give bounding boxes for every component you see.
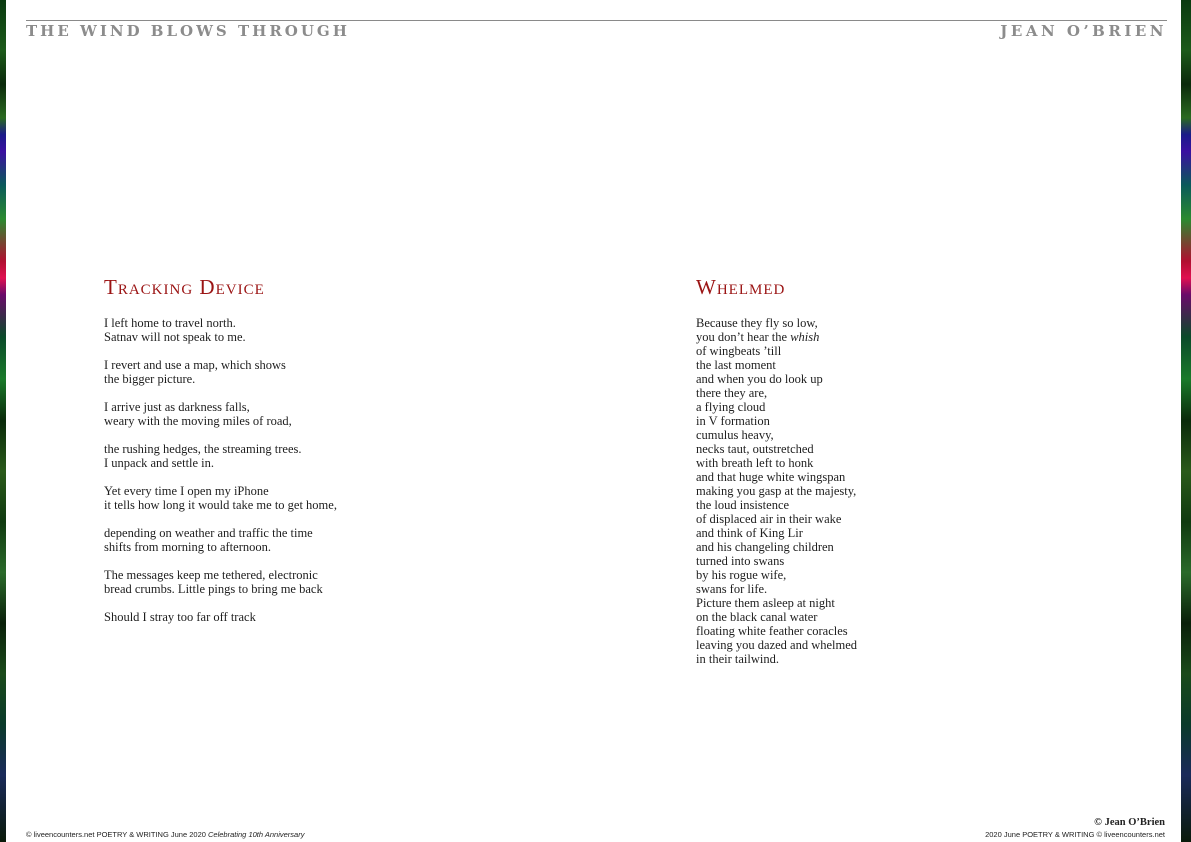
stanza bbox=[104, 526, 337, 554]
poem-line: weary with the moving miles of road, bbox=[104, 414, 292, 428]
stanza bbox=[104, 316, 337, 344]
running-head-author: JEAN O’BRIEN bbox=[1000, 22, 1167, 40]
poem-line: it tells how long it would take me to get home, bbox=[104, 498, 337, 512]
poem-line: I revert and use a map, which shows bbox=[104, 358, 286, 372]
poem-line: in V formation bbox=[696, 414, 770, 428]
footer-anniversary: Celebrating 10th Anniversary bbox=[208, 830, 305, 839]
poem-line: of displaced air in their wake bbox=[696, 512, 842, 526]
poem-line: on the black canal water bbox=[696, 610, 818, 624]
poem-whelmed bbox=[696, 274, 857, 680]
poem-line-text: you don’t hear the bbox=[696, 330, 791, 344]
poem-line: Should I stray too far off track bbox=[104, 610, 256, 624]
decorative-left-edge bbox=[0, 0, 6, 842]
poem-line: and think of King Lir bbox=[696, 526, 803, 540]
poem-line: there they are, bbox=[696, 386, 768, 400]
poem-line: and when you do look up bbox=[696, 372, 823, 386]
poem-line: and his changeling children bbox=[696, 540, 834, 554]
poem-title: Whelmed bbox=[696, 275, 786, 299]
poem-line: floating white feather coracles bbox=[696, 624, 848, 638]
poem-line: I arrive just as darkness falls, bbox=[104, 400, 250, 414]
running-head-book-title: THE WIND BLOWS THROUGH bbox=[26, 22, 350, 40]
stanza bbox=[104, 358, 337, 386]
stanza bbox=[104, 442, 337, 470]
poem-line: swans for life. bbox=[696, 582, 768, 596]
poem-line: the bigger picture. bbox=[104, 372, 196, 386]
decorative-right-edge bbox=[1181, 0, 1191, 842]
poem-line: leaving you dazed and whelmed bbox=[696, 638, 858, 652]
stanza bbox=[104, 400, 337, 428]
poem-title: Tracking Device bbox=[104, 275, 265, 299]
author-copyright: © Jean O’Brien bbox=[1094, 817, 1165, 828]
poem-line: with breath left to honk bbox=[696, 456, 814, 470]
poem-line: necks taut, outstretched bbox=[696, 442, 814, 456]
footer-publication-info bbox=[26, 830, 304, 839]
poem-line: cumulus heavy, bbox=[696, 428, 774, 442]
footer-issue-info: 2020 June POETRY & WRITING © liveencounters.net bbox=[985, 830, 1165, 839]
poem-line-italic: whish bbox=[790, 330, 820, 344]
poem-line: by his rogue wife, bbox=[696, 568, 787, 582]
poem-line: a flying cloud bbox=[696, 400, 766, 414]
footer-text: © liveencounters.net POETRY & WRITING June 2020 bbox=[26, 830, 208, 839]
poem-line bbox=[696, 330, 857, 344]
poem-line: the loud insistence bbox=[696, 498, 790, 512]
poem-line: bread crumbs. Little pings to bring me back bbox=[104, 582, 323, 596]
poem-line: making you gasp at the majesty, bbox=[696, 484, 857, 498]
poem-line: the last moment bbox=[696, 358, 776, 372]
stanza bbox=[104, 484, 337, 512]
poem-line: in their tailwind. bbox=[696, 652, 779, 666]
header-rule bbox=[26, 20, 1167, 21]
poem-line: turned into swans bbox=[696, 554, 785, 568]
poem-line: Picture them asleep at night bbox=[696, 596, 835, 610]
poem-line: depending on weather and traffic the time bbox=[104, 526, 313, 540]
poem-line: Yet every time I open my iPhone bbox=[104, 484, 269, 498]
poem-line: The messages keep me tethered, electronic bbox=[104, 568, 318, 582]
poem-line: Satnav will not speak to me. bbox=[104, 330, 246, 344]
poem-tracking-device bbox=[104, 274, 337, 638]
poem-line: and that huge white wingspan bbox=[696, 470, 846, 484]
poem-line: of wingbeats ’till bbox=[696, 344, 782, 358]
poem-line: I unpack and settle in. bbox=[104, 456, 215, 470]
poem-line: I left home to travel north. bbox=[104, 316, 236, 330]
stanza bbox=[104, 568, 337, 596]
stanza bbox=[104, 610, 337, 624]
stanza bbox=[696, 316, 857, 666]
poem-line: shifts from morning to afternoon. bbox=[104, 540, 271, 554]
poem-line: the rushing hedges, the streaming trees. bbox=[104, 442, 302, 456]
poem-line: Because they fly so low, bbox=[696, 316, 818, 330]
